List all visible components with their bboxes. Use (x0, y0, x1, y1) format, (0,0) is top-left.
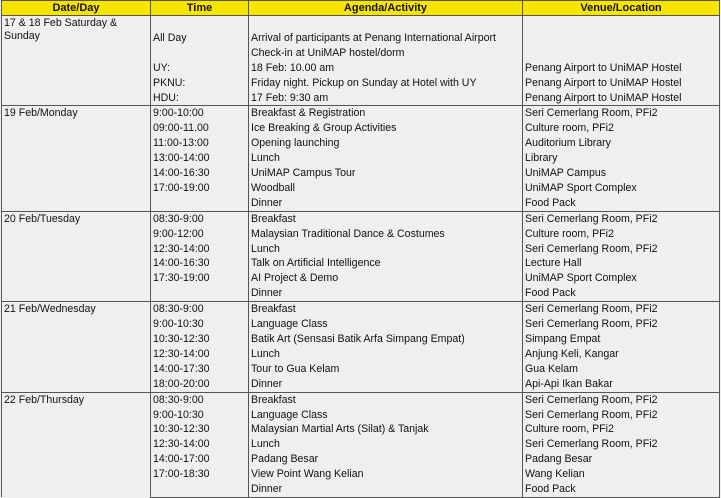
header-row (2, 1, 720, 16)
venue-cell: Food Pack (523, 196, 720, 211)
venue-cell: Seri Cemerlang Room, PFi2 (523, 211, 720, 226)
activity-cell: AI Project & Demo (249, 271, 523, 286)
table-row (2, 302, 720, 317)
time-cell: 14:00-16:30 (151, 256, 249, 271)
activity-cell: Lunch (249, 437, 523, 452)
schedule-body (2, 16, 720, 498)
venue-cell: Seri Cemerlang Room, PFi2 (523, 242, 720, 257)
time-cell: 9:00-10:30 (151, 408, 249, 423)
time-cell (151, 286, 249, 301)
time-cell: 17:00-18:30 (151, 467, 249, 482)
venue-cell (523, 16, 720, 31)
venue-cell: Penang Airport to UniMAP Hostel (523, 76, 720, 91)
activity-cell: Lunch (249, 347, 523, 362)
venue-cell: Seri Cemerlang Room, PFi2 (523, 106, 720, 121)
venue-cell: Culture room, PFi2 (523, 227, 720, 242)
table-row (2, 16, 720, 31)
activity-cell: Lunch (249, 151, 523, 166)
time-cell: UY: (151, 61, 249, 76)
day-cell: 21 Feb/Wednesday (2, 302, 151, 392)
activity-cell: Ice Breaking & Group Activities (249, 121, 523, 136)
activity-cell: Arrival of participants at Penang International Airport (249, 31, 523, 46)
venue-cell: Auditorium Library (523, 136, 720, 151)
time-cell: 17:30-19:00 (151, 271, 249, 286)
venue-cell: UniMAP Campus (523, 166, 720, 181)
venue-cell: Seri Cemerlang Room, PFi2 (523, 317, 720, 332)
time-cell: All Day (151, 31, 249, 46)
activity-cell: Lunch (249, 242, 523, 257)
day-cell: 17 & 18 Feb Saturday & Sunday (2, 16, 151, 106)
venue-cell: Seri Cemerlang Room, PFi2 (523, 302, 720, 317)
activity-cell: Language Class (249, 408, 523, 423)
day-cell: 20 Feb/Tuesday (2, 211, 151, 301)
venue-cell: Padang Besar (523, 452, 720, 467)
time-cell: 08:30-9:00 (151, 392, 249, 407)
time-cell: 10:30-12:30 (151, 332, 249, 347)
time-cell: 09:00-11.00 (151, 121, 249, 136)
activity-cell: Opening launching (249, 136, 523, 151)
venue-cell (523, 46, 720, 61)
activity-cell: Friday night. Pickup on Sunday at Hotel with UY (249, 76, 523, 91)
day-cell: 22 Feb/Thursday (2, 392, 151, 497)
time-cell: 17:00-19:00 (151, 181, 249, 196)
time-cell (151, 482, 249, 497)
venue-cell: Seri Cemerlang Room, PFi2 (523, 408, 720, 423)
time-cell: 14:00-17:30 (151, 362, 249, 377)
header-agenda-activity: Agenda/Activity (249, 1, 523, 16)
venue-cell: UniMAP Sport Complex (523, 181, 720, 196)
time-cell: PKNU: (151, 76, 249, 91)
activity-cell: Check-in at UniMAP hostel/dorm (249, 46, 523, 61)
activity-cell: Dinner (249, 286, 523, 301)
venue-cell: Library (523, 151, 720, 166)
venue-cell: Simpang Empat (523, 332, 720, 347)
time-cell (151, 196, 249, 211)
time-cell: HDU: (151, 91, 249, 106)
activity-cell: Dinner (249, 482, 523, 497)
venue-cell: Seri Cemerlang Room, PFi2 (523, 437, 720, 452)
venue-cell: Culture room, PFi2 (523, 422, 720, 437)
venue-cell: Food Pack (523, 482, 720, 497)
activity-cell: UniMAP Campus Tour (249, 166, 523, 181)
time-cell: 12:30-14:00 (151, 437, 249, 452)
activity-cell: Malaysian Martial Arts (Silat) & Tanjak (249, 422, 523, 437)
header-venue-location: Venue/Location (523, 1, 720, 16)
time-cell: 9:00-12:00 (151, 227, 249, 242)
activity-cell: Woodball (249, 181, 523, 196)
venue-cell: Anjung Keli, Kangar (523, 347, 720, 362)
activity-cell: 17 Feb: 9:30 am (249, 91, 523, 106)
venue-cell: Wang Kelian (523, 467, 720, 482)
header-date-day: Date/Day (2, 1, 151, 16)
time-cell: 9:00-10:00 (151, 106, 249, 121)
time-cell: 9:00-10:30 (151, 317, 249, 332)
activity-cell: Breakfast (249, 392, 523, 407)
time-cell: 10:30-12:30 (151, 422, 249, 437)
time-cell: 12:30-14:00 (151, 242, 249, 257)
time-cell: 13:00-14:00 (151, 151, 249, 166)
venue-cell: Penang Airport to UniMAP Hostel (523, 91, 720, 106)
venue-cell: Culture room, PFi2 (523, 121, 720, 136)
venue-cell: Api-Api Ikan Bakar (523, 377, 720, 392)
activity-cell: Breakfast & Registration (249, 106, 523, 121)
table-row (2, 211, 720, 226)
activity-cell: View Point Wang Kelian (249, 467, 523, 482)
venue-cell: Seri Cemerlang Room, PFi2 (523, 392, 720, 407)
activity-cell: Padang Besar (249, 452, 523, 467)
time-cell (151, 16, 249, 31)
table-row (2, 106, 720, 121)
activity-cell: Breakfast (249, 211, 523, 226)
time-cell: 08:30-9:00 (151, 211, 249, 226)
activity-cell: 18 Feb: 10.00 am (249, 61, 523, 76)
venue-cell: Food Pack (523, 286, 720, 301)
schedule-table (1, 0, 720, 498)
time-cell: 11:00-13:00 (151, 136, 249, 151)
day-cell: 19 Feb/Monday (2, 106, 151, 211)
venue-cell: UniMAP Sport Complex (523, 271, 720, 286)
activity-cell: Dinner (249, 377, 523, 392)
activity-cell: Malaysian Traditional Dance & Costumes (249, 227, 523, 242)
time-cell: 12:30-14:00 (151, 347, 249, 362)
activity-cell: Tour to Gua Kelam (249, 362, 523, 377)
activity-cell: Breakfast (249, 302, 523, 317)
activity-cell: Dinner (249, 196, 523, 211)
time-cell: 14:00-16:30 (151, 166, 249, 181)
time-cell (151, 46, 249, 61)
venue-cell (523, 31, 720, 46)
header-time: Time (151, 1, 249, 16)
time-cell: 18:00-20:00 (151, 377, 249, 392)
activity-cell: Talk on Artificial Intelligence (249, 256, 523, 271)
venue-cell: Penang Airport to UniMAP Hostel (523, 61, 720, 76)
activity-cell: Batik Art (Sensasi Batik Arfa Simpang Empat) (249, 332, 523, 347)
venue-cell: Gua Kelam (523, 362, 720, 377)
activity-cell: Language Class (249, 317, 523, 332)
time-cell: 14:00-17:00 (151, 452, 249, 467)
venue-cell: Lecture Hall (523, 256, 720, 271)
time-cell: 08:30-9:00 (151, 302, 249, 317)
activity-cell (249, 16, 523, 31)
table-row (2, 392, 720, 407)
